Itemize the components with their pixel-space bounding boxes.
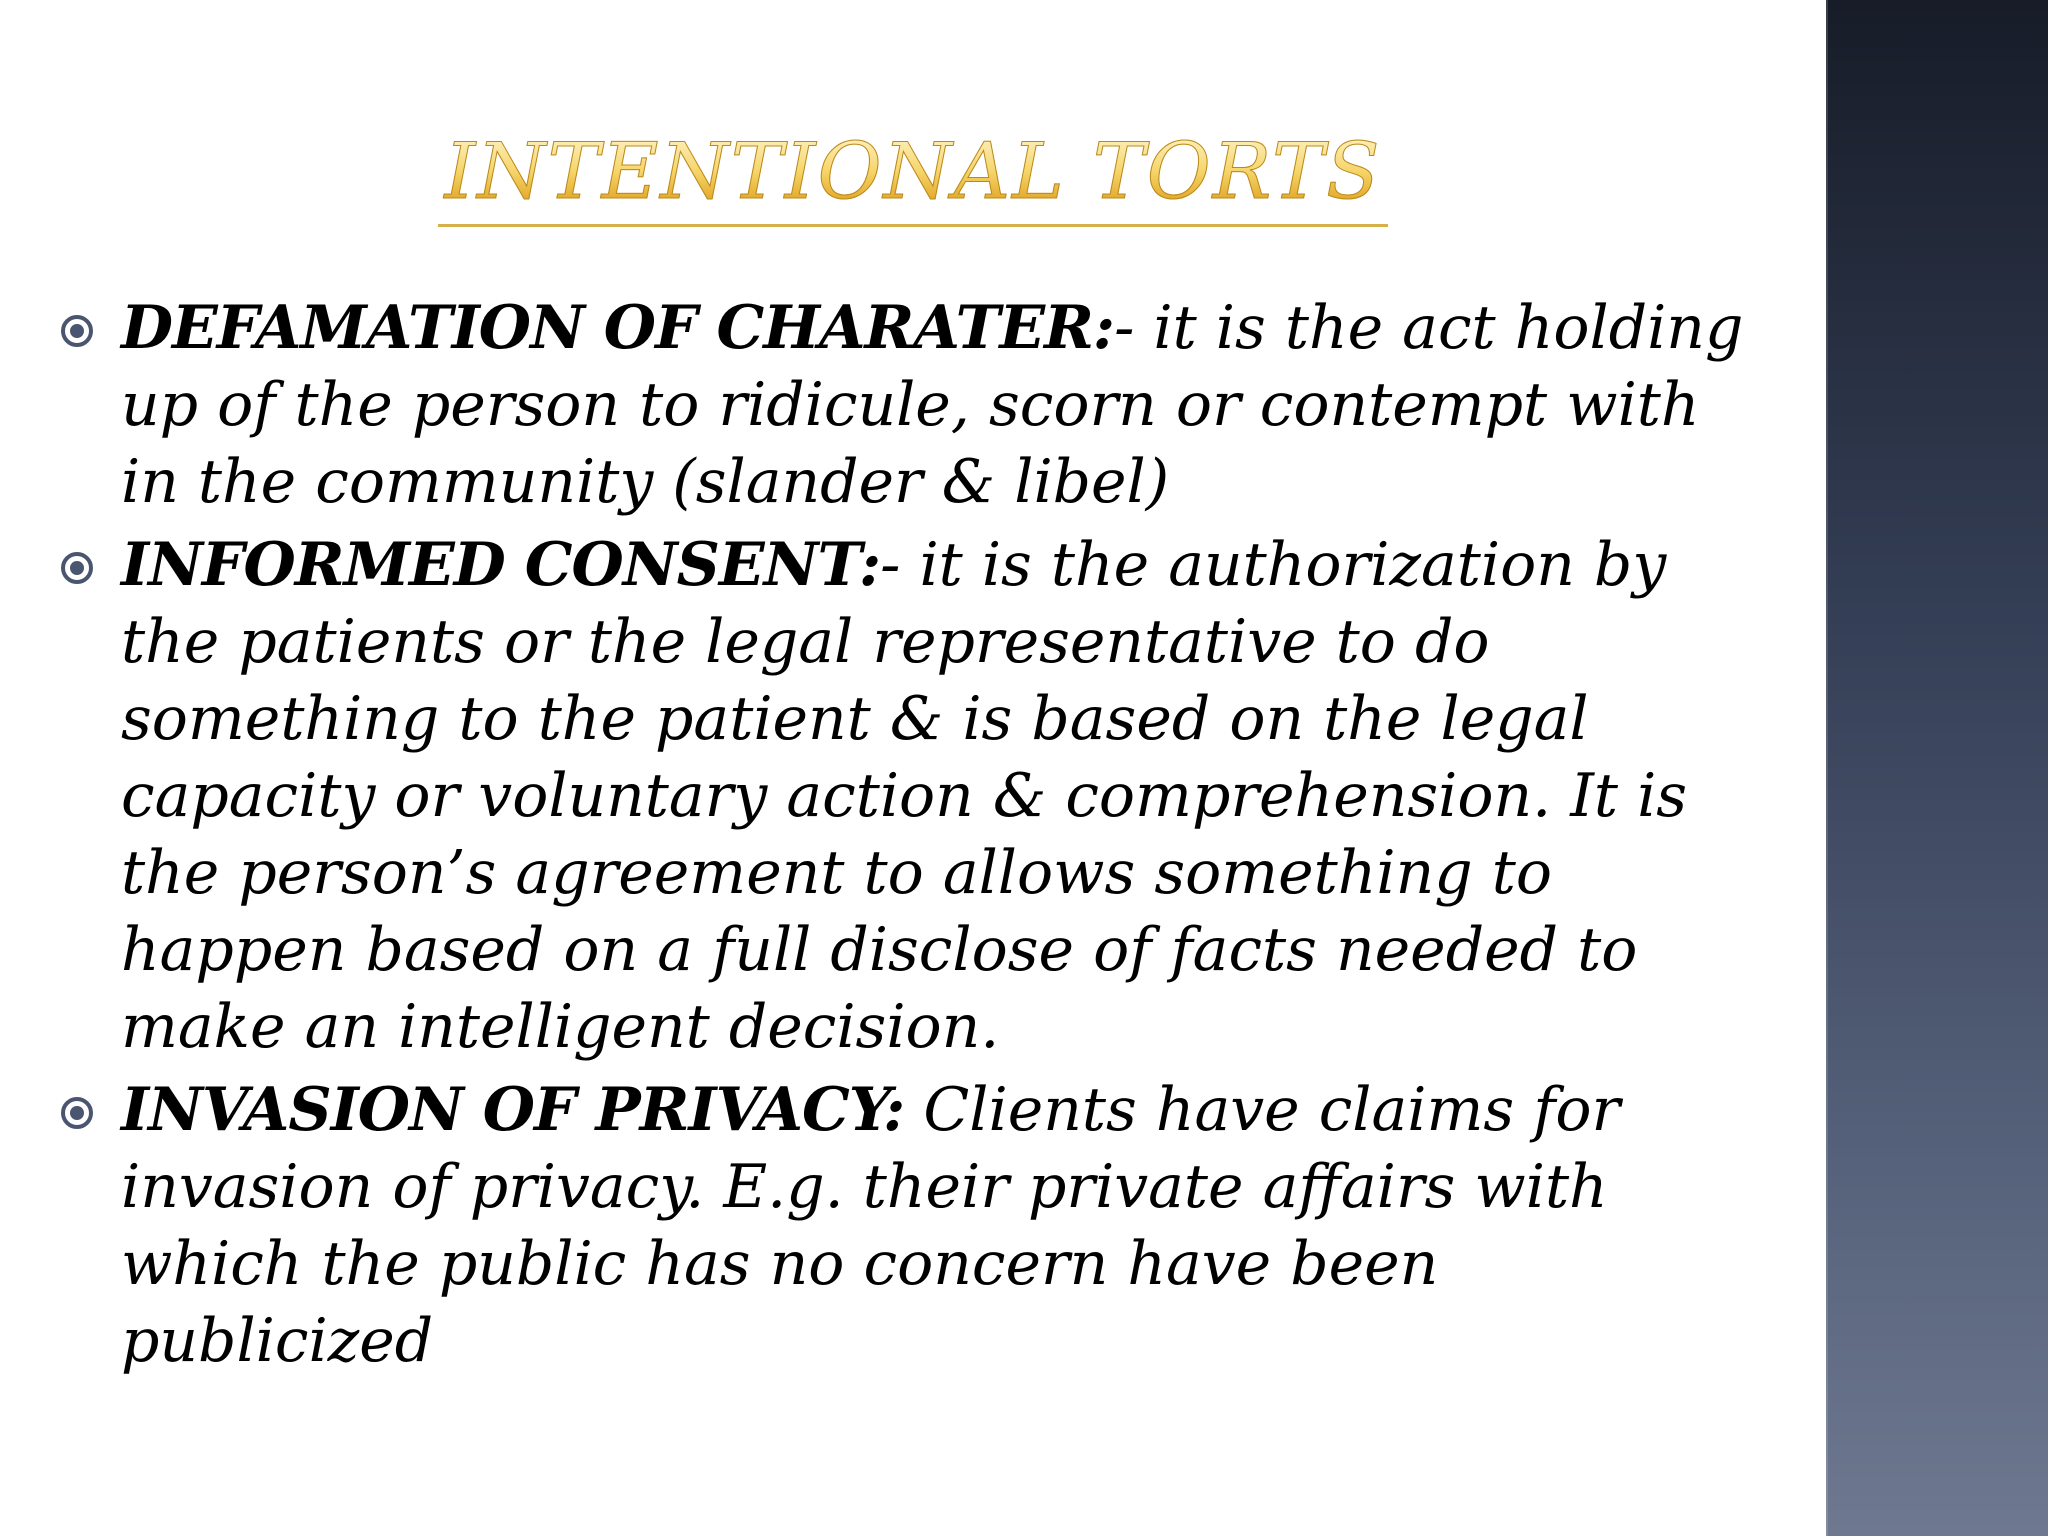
side-panel-decoration xyxy=(1826,0,2048,1536)
bullet-ring-icon xyxy=(60,314,94,348)
slide-title xyxy=(0,128,1826,227)
bullet-text: - it is the authorization by the patients or the legal representative to do something to the patient & is based on the legal capacity or voluntary action & comprehension. It is the person’s agreement to allows something to happen based on a full disclose of facts needed to make an intelligent decision. xyxy=(121,530,1688,1062)
bullet-item-informed-consent xyxy=(60,527,1760,1066)
bullet-term: INVASION OF PRIVACY: xyxy=(121,1075,905,1145)
bullet-term: DEFAMATION OF CHARATER: xyxy=(121,293,1115,363)
bullet-item-invasion-of-privacy xyxy=(60,1072,1760,1380)
bullet-ring-icon xyxy=(60,1096,94,1130)
bullet-ring-icon xyxy=(60,551,94,585)
slide-title-text: INTENTIONAL TORTS xyxy=(438,128,1387,227)
bullet-item-defamation xyxy=(60,290,1760,521)
bullet-term: INFORMED CONSENT: xyxy=(121,530,881,600)
bullet-text: - it is the act holding up of the person to ridicule, scorn or contempt with in the community (slander & libel) xyxy=(121,293,1744,517)
bullet-text: Clients have claims for invasion of privacy. E.g. their private affairs with which the public has no concern have been publicized xyxy=(121,1075,1621,1376)
bullet-list xyxy=(60,290,1760,1386)
